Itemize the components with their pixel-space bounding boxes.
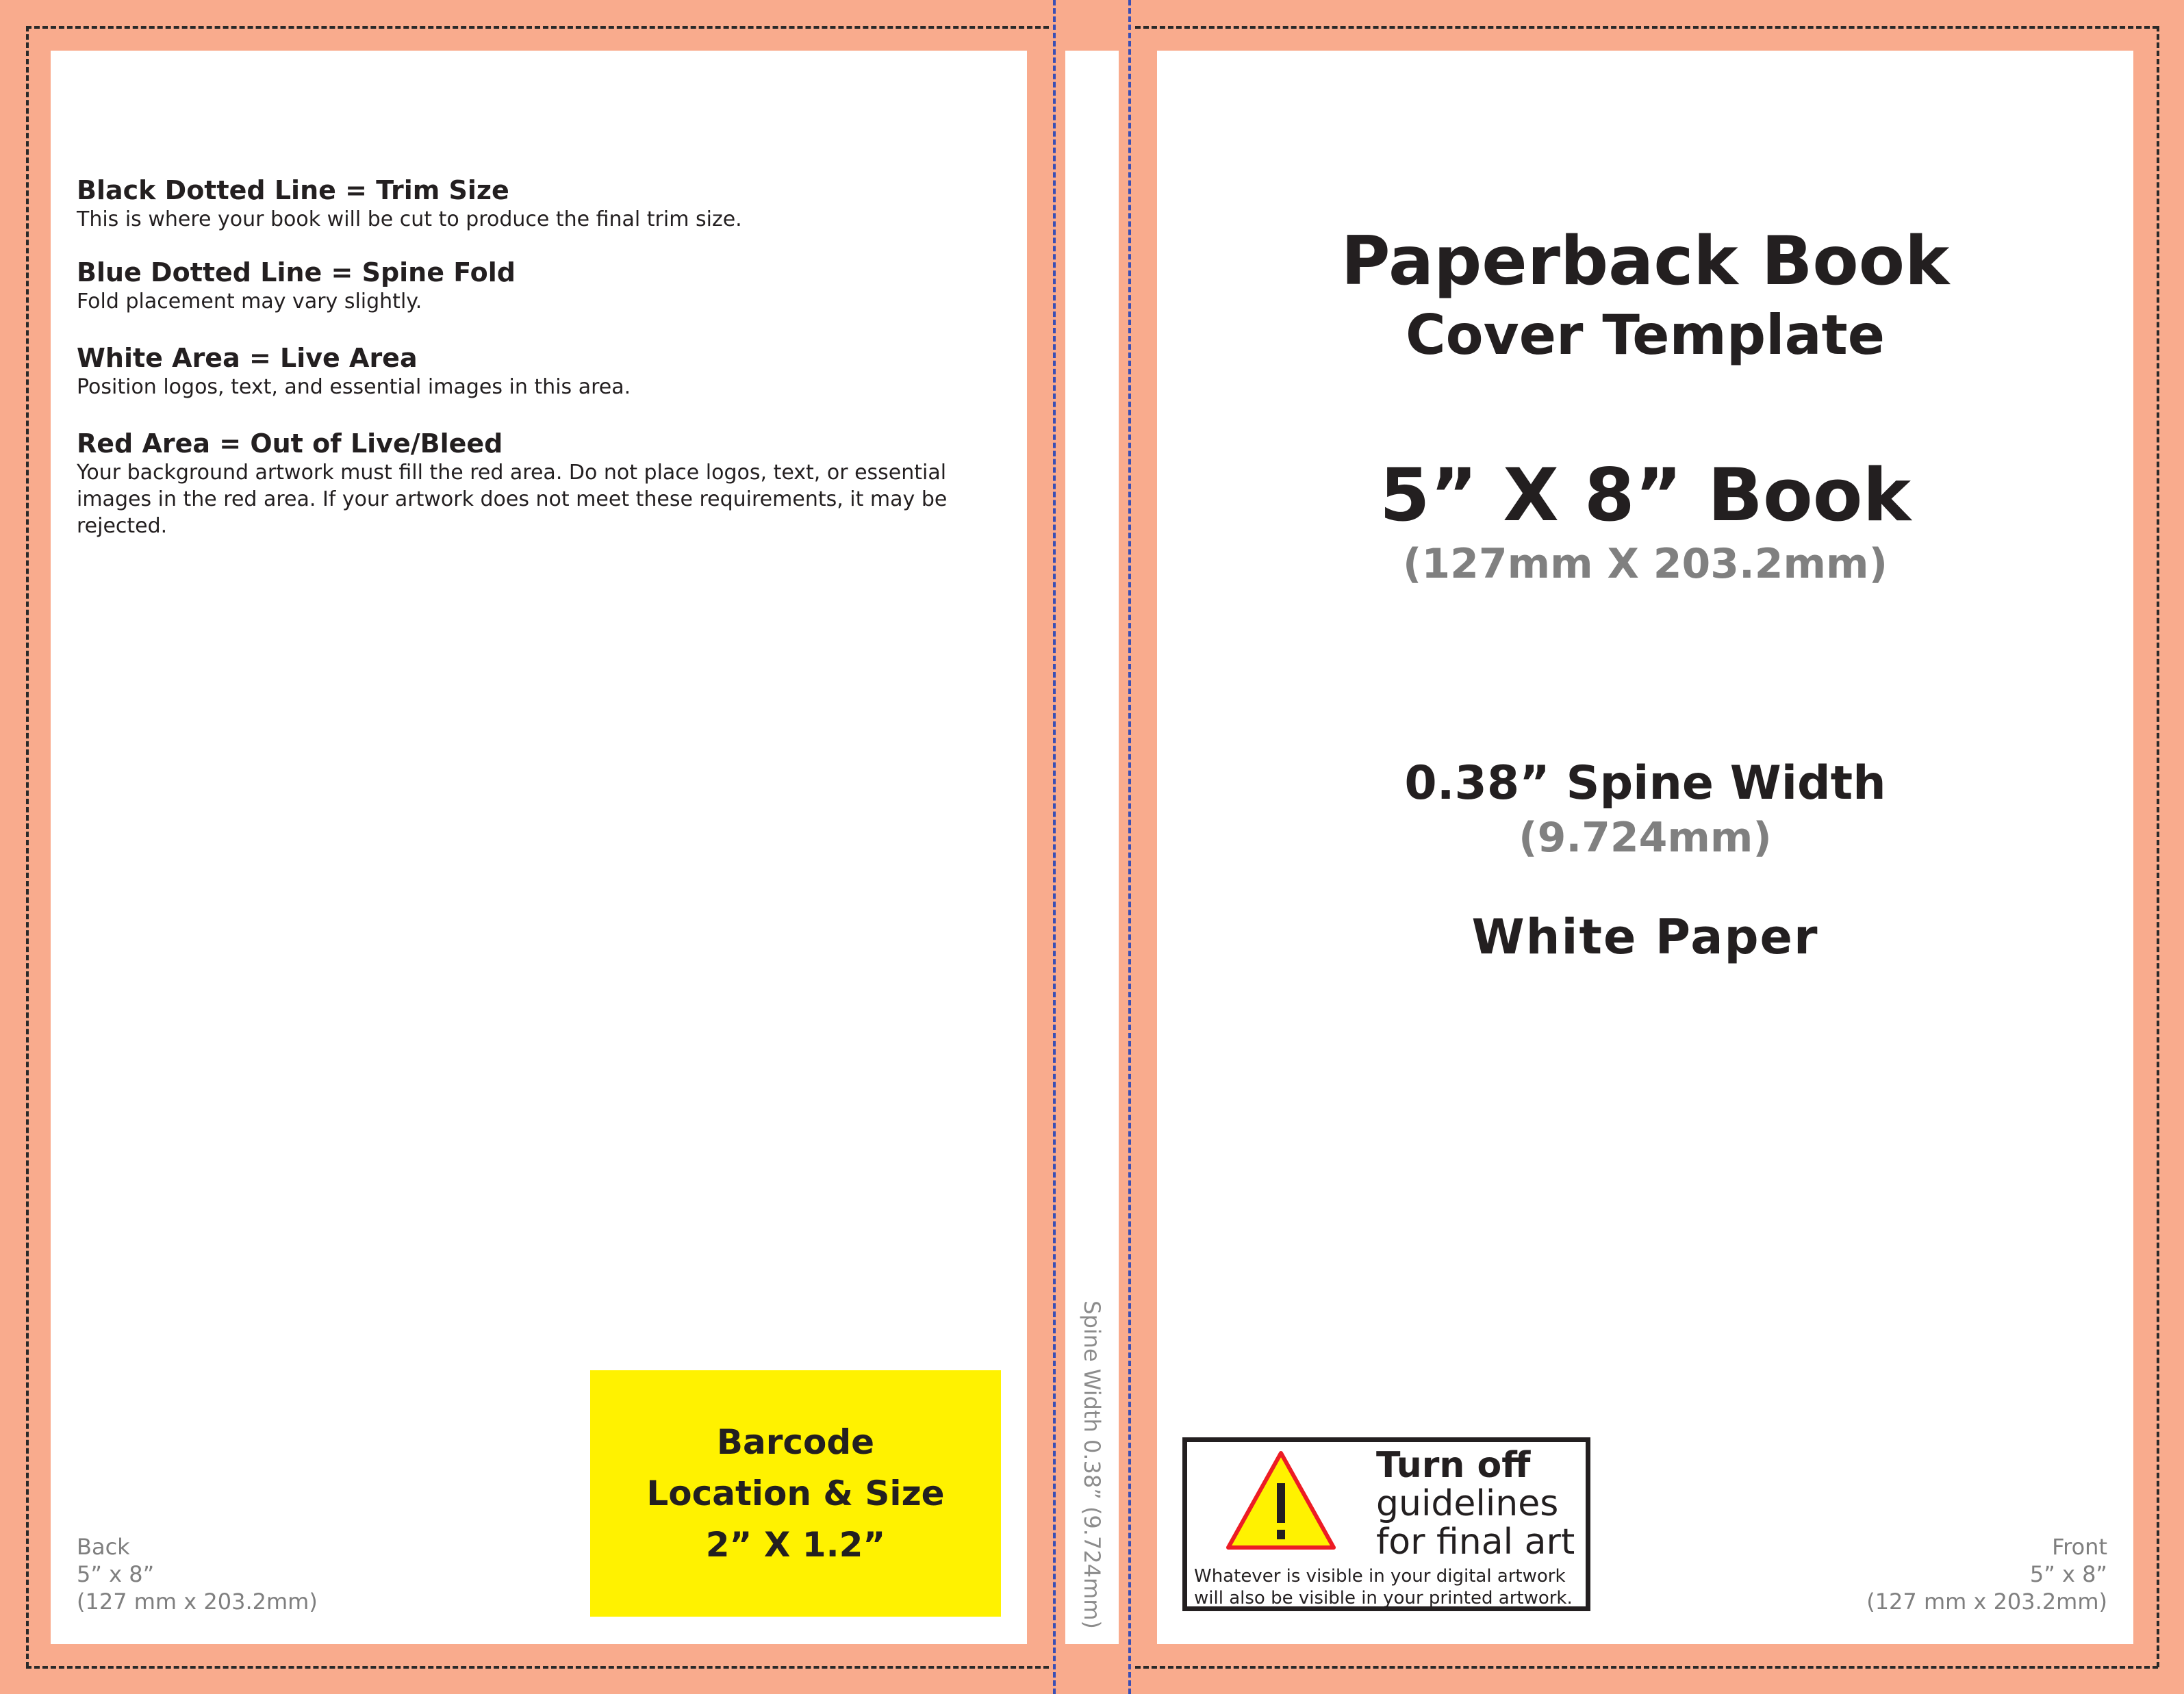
legend-text: Position logos, text, and essential images in this area. (77, 375, 631, 399)
warning-box (1182, 1437, 1590, 1611)
paper-type: White Paper (1471, 909, 1819, 965)
front-size-label: 5” x 8” (2029, 1561, 2107, 1587)
barcode-line1: Barcode (716, 1422, 875, 1462)
book-size: 5” X 8” Book (1379, 453, 1912, 537)
warning-line3: for final art (1376, 1522, 1575, 1563)
front-metric-label: (127 mm x 203.2mm) (1866, 1589, 2107, 1615)
warning-triangle-icon (1224, 1449, 1338, 1552)
barcode-line2: Location & Size (646, 1473, 945, 1513)
legend-text: This is where your book will be cut to produce the final trim size. (77, 207, 742, 231)
trim-line-top-front (1135, 26, 2158, 29)
warning-note-line1: Whatever is visible in your digital artwork (1194, 1566, 1566, 1587)
barcode-placeholder (590, 1370, 1001, 1617)
trim-line-right (2157, 26, 2159, 1667)
legend-heading: Black Dotted Line = Trim Size (77, 175, 509, 205)
trim-line-top-back (26, 26, 1049, 29)
trim-line-bottom-back (26, 1666, 1049, 1669)
legend-text: Fold placement may vary slightly. (77, 290, 422, 313)
back-cover-label (77, 1533, 318, 1615)
cover-title: Paperback Book (1341, 222, 1950, 300)
legend-heading: White Area = Live Area (77, 343, 418, 373)
back-side-label: Back (77, 1534, 130, 1560)
warning-line2: guidelines (1376, 1483, 1559, 1524)
back-size-label: 5” x 8” (77, 1561, 155, 1587)
legend-heading: Red Area = Out of Live/Bleed (77, 428, 503, 459)
trim-line-bottom-front (1135, 1666, 2158, 1669)
front-cover-label (1866, 1533, 2107, 1615)
legend-bleed-area (77, 428, 1021, 539)
legend-live-area (77, 342, 1021, 400)
trim-line-left (26, 26, 29, 1667)
spine-fold-line-left (1053, 0, 1056, 1694)
warning-title: Turn off (1376, 1445, 1531, 1486)
legend-text: Your background artwork must fill the red area. Do not place logos, text, or essential images in the red area. If your artwork does not meet these requirements, it may be rejected. (77, 461, 948, 538)
spine-fold-line-right (1128, 0, 1131, 1694)
warning-note (1194, 1565, 1584, 1609)
front-side-label: Front (2052, 1534, 2107, 1560)
cover-subtitle: Cover Template (1405, 303, 1885, 367)
spine-width: 0.38” Spine Width (1404, 756, 1886, 810)
spine-width-metric: (9.724mm) (1519, 814, 1772, 862)
legend-spine-fold (77, 257, 1021, 315)
book-size-metric: (127mm X 203.2mm) (1403, 540, 1888, 588)
barcode-line3: 2” X 1.2” (705, 1524, 886, 1565)
warning-note-line2: will also be visible in your printed artwork. (1194, 1588, 1573, 1608)
spine-width-label: Spine Width 0.38” (9.724mm) (1079, 1300, 1105, 1629)
legend-trim-size (77, 175, 1021, 233)
legend-heading: Blue Dotted Line = Spine Fold (77, 257, 516, 287)
back-metric-label: (127 mm x 203.2mm) (77, 1589, 318, 1615)
